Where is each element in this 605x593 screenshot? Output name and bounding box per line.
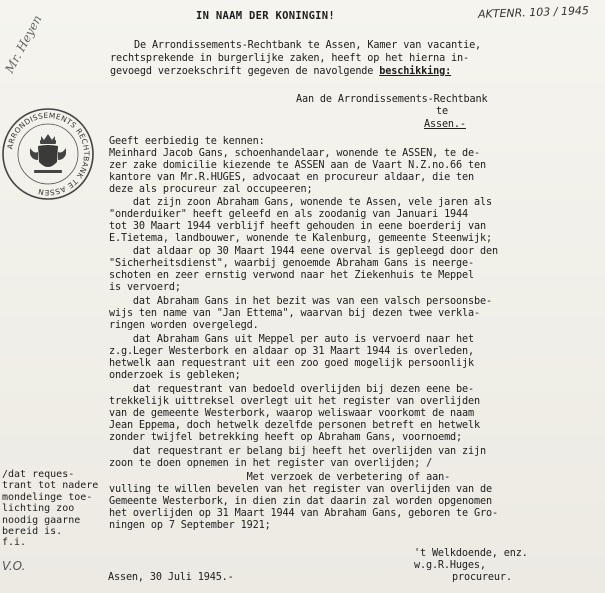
seal-text: ARRONDISSEMENTS RECHTBANK TE ASSEN (5, 110, 92, 198)
body-line: dat requestrant er belang bij heeft het overlijden van zijn (109, 446, 486, 457)
addressee-line-1: Aan de Arrondissements-Rechtbank (296, 94, 488, 105)
svg-text:Mr. Heyen: Mr. Heyen (2, 12, 45, 76)
body-line: dat zijn zoon Abraham Gans, wonende te Assen, vele jaren als (109, 197, 492, 208)
body-line: dat aldaar op 30 Maart 1944 eene overval is gepleegd door den (109, 246, 498, 257)
body-line: wijs ten name van "Jan Ettema", waarvan bij dezen twee verkla- (109, 308, 480, 319)
body-line: dat requestrant van bedoeld overlijden bij dezen eene be- (109, 384, 474, 395)
place-and-date: Assen, 30 Juli 1945.- (108, 572, 234, 583)
body-line: Gemeente Westerbork, in dien zin dat daarin zal worden opgenomen (109, 496, 492, 507)
side-note: /dat reques- trant tot nadere mondelinge toe- lichting zoo noodig gaarne bereid is. f.i. (2, 469, 99, 549)
addressee-line-2: te (436, 106, 448, 117)
signatory-title: procureur. (452, 572, 512, 583)
body-line: dat Abraham Gans in het bezit was van een valsch persoonsbe- (109, 296, 492, 307)
side-handwritten-mark: V.O. (2, 559, 26, 573)
body-line: zer zake domicilie kiezende te ASSEN aan de Vaart N.Z.no.66 ten (109, 160, 486, 171)
body-line: Met verzoek de verbetering of aan- (109, 472, 451, 483)
body-line: van de gemeente Westerbork, waarop weliswaar voorkomt de naam (109, 408, 474, 419)
body-line: "onderduiker" heeft geleefd en als zoodanig van Januari 1944 (109, 209, 469, 220)
body-line: kantore van Mr.R.HUGES, advocaat en procureur aldaar, die ten (109, 172, 474, 183)
body-line: "Sicherheitsdienst", waarbij genoemde Abraham Gans is neerge- (109, 258, 474, 269)
body-line: schoten en zeer ernstig verwond naar het Ziekenhuis te Meppel (109, 270, 474, 281)
coat-of-arms-icon (30, 134, 66, 173)
body-line: deze als procureur zal occupeeren; (109, 184, 313, 195)
signature-line: w.g.R.Huges, (414, 560, 486, 571)
beschikking-label: beschikking: (379, 66, 452, 77)
body-line: onderzoek is gebleken; (109, 370, 241, 381)
body-line: ringen worden overgelegd. (109, 320, 259, 331)
body-line: is vervoerd; (109, 282, 181, 293)
body-line: dat Abraham Gans uit Meppel per auto is vervoerd naar het (109, 334, 474, 345)
body-line: E.Tietema, landbouwer, wonende te Kalenburg, gemeente Steenwijk; (109, 233, 492, 244)
intro-line-1: De Arrondissements-Rechtbank te Assen, Kamer van vacantie, (134, 40, 482, 51)
intro-line-3: gevoegd verzoekschrift gegeven de navolgende beschikking: (110, 66, 452, 77)
body-line: hetwelk aan requestrant uit een zoo goed mogelijk persoonlijk (109, 358, 474, 369)
archive-reference: AKTENR. 103 / 1945 (477, 4, 590, 21)
body-line: tot 30 Maart 1944 verblijf heeft gehouden in eene boerderij van (109, 221, 486, 232)
body-line: zonder twijfel betrekking heeft op Abraham Gans, voornoemd; (109, 432, 463, 443)
closing-line-1: 't Welkdoende, enz. (414, 548, 528, 559)
body-line: Jean Eppema, doch hetwelk dezelfde personen betreft en hetwelk (109, 420, 480, 431)
body-line: ningen op 7 September 1921; (109, 520, 271, 531)
addressee-line-3: Assen.- (424, 119, 466, 130)
body-line: z.g.Leger Westerbork en aldaar op 31 Maart 1944 is overleden, (109, 346, 474, 357)
document-title: IN NAAM DER KONINGIN! (196, 10, 336, 22)
body-line: het overlijden op 31 Maart 1944 van Abraham Gans, geboren te Gro- (109, 508, 498, 519)
intro-line-2: rechtsprekende in burgerlijke zaken, heeft op het hierna in- (110, 53, 470, 64)
body-line: vulling te willen bevelen van het register van overlijden van de (109, 484, 492, 495)
court-seal (0, 106, 96, 202)
body-line: Geeft eerbiedig te kennen: (109, 136, 265, 147)
body-line: zoon te doen opnemen in het register van overlijden; / (109, 458, 433, 469)
body-line: Meinhard Jacob Gans, schoenhandelaar, wonende te ASSEN, te de- (109, 148, 480, 159)
body-line: trekkelijk uittreksel overlegt uit het register van overlijden (109, 396, 480, 407)
margin-handwriting (2, 4, 45, 84)
